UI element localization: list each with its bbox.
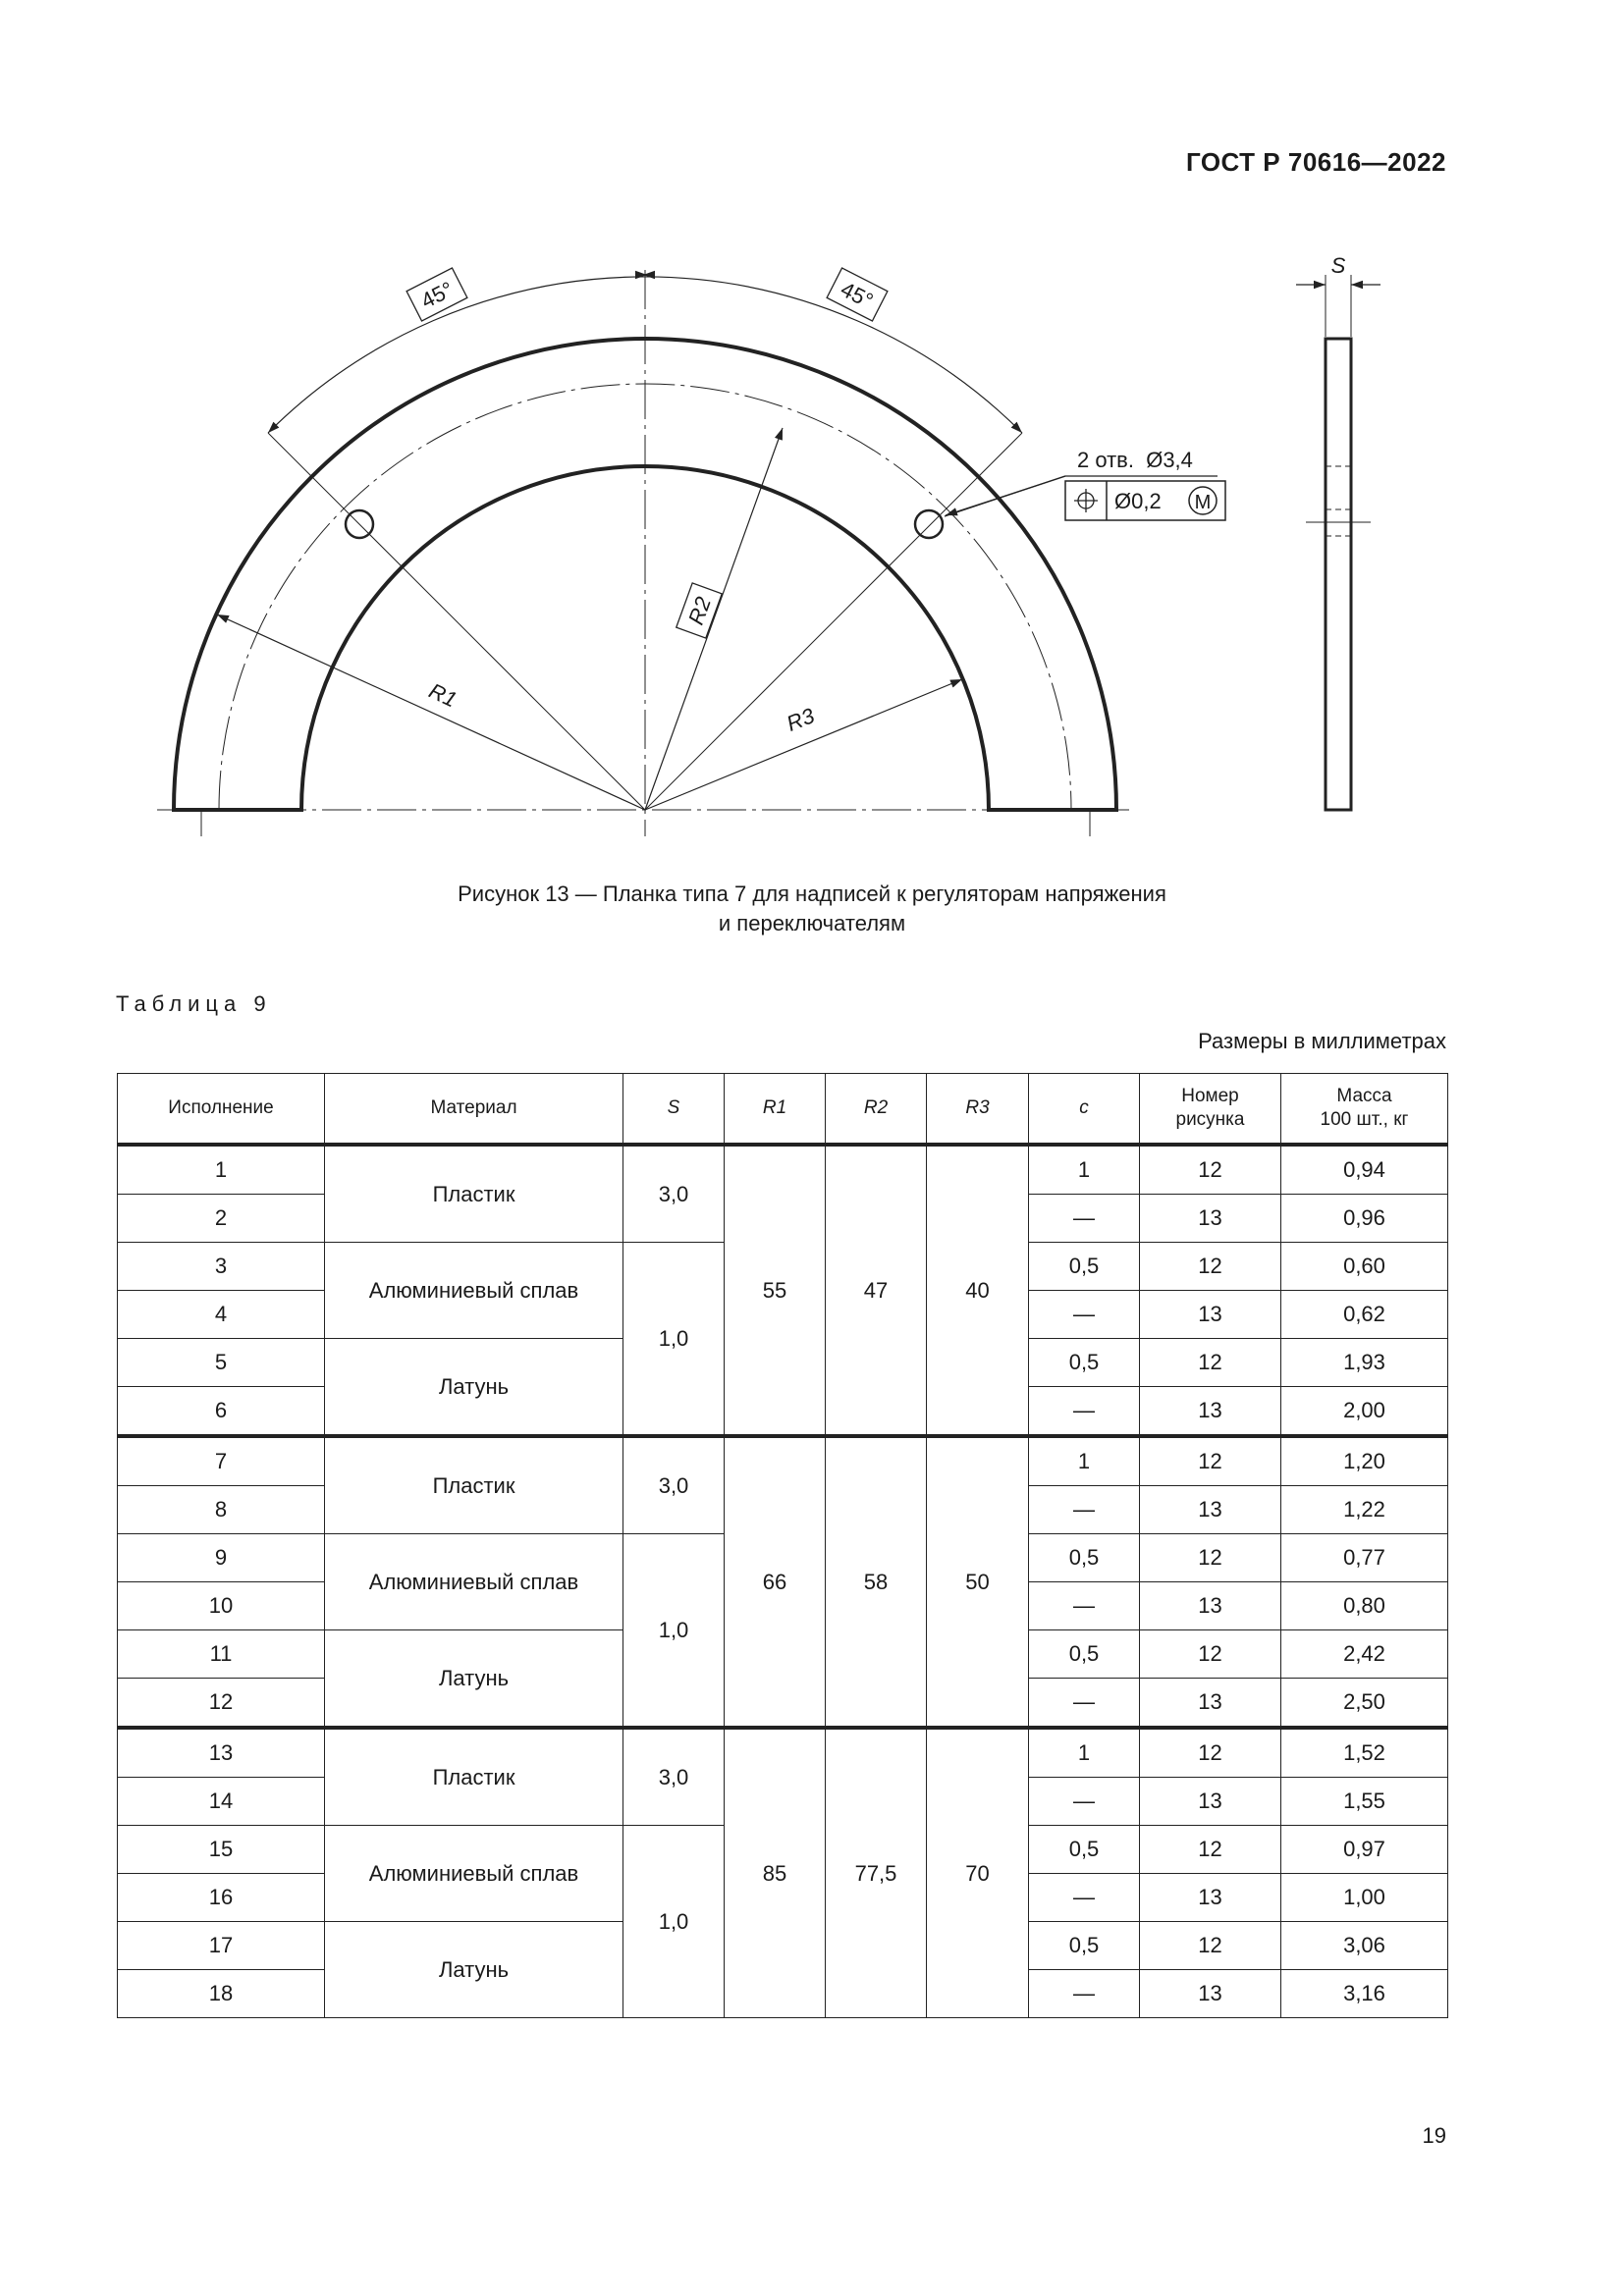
cell-c: 0,5 (1029, 1826, 1140, 1874)
table-row (118, 1728, 1448, 1778)
figure-caption (0, 880, 1624, 938)
cell-variant: 5 (118, 1339, 325, 1387)
r1-dimension-line (217, 614, 645, 810)
cell-variant: 16 (118, 1874, 325, 1922)
cell-figure-number: 12 (1140, 1339, 1281, 1387)
cell-r1: 66 (725, 1436, 826, 1728)
document-code: ГОСТ Р 70616—2022 (1185, 147, 1446, 177)
cell-c: — (1029, 1195, 1140, 1243)
r3-dimension-line (645, 679, 962, 810)
angle-right-text: 45° (837, 276, 878, 314)
cell-material: Алюминиевый сплав (325, 1243, 623, 1339)
cell-variant: 18 (118, 1970, 325, 2018)
r1-text: R1 (425, 677, 461, 713)
cell-figure-number: 12 (1140, 1436, 1281, 1486)
angle-label-left (406, 268, 467, 321)
cell-r3: 70 (927, 1728, 1029, 2018)
angle-left-text: 45° (416, 276, 458, 314)
cell-variant: 3 (118, 1243, 325, 1291)
cell-r2: 47 (826, 1145, 927, 1436)
cell-material: Латунь (325, 1339, 623, 1437)
cell-material: Алюминиевый сплав (325, 1826, 623, 1922)
header-r2: R2 (826, 1074, 927, 1146)
cell-figure-number: 12 (1140, 1630, 1281, 1679)
cell-c: 1 (1029, 1728, 1140, 1778)
cell-variant: 10 (118, 1582, 325, 1630)
cell-c: 0,5 (1029, 1922, 1140, 1970)
cell-figure-number: 12 (1140, 1728, 1281, 1778)
cell-variant: 12 (118, 1679, 325, 1729)
cell-s: 1,0 (623, 1826, 725, 2018)
cell-variant: 1 (118, 1145, 325, 1195)
cell-mass: 0,77 (1281, 1534, 1448, 1582)
cell-figure-number: 13 (1140, 1679, 1281, 1729)
cell-variant: 8 (118, 1486, 325, 1534)
cell-c: — (1029, 1582, 1140, 1630)
cell-r2: 77,5 (826, 1728, 927, 2018)
cell-material: Латунь (325, 1922, 623, 2018)
cell-mass: 1,55 (1281, 1778, 1448, 1826)
caption-line-2: и переключателям (718, 911, 906, 935)
cell-c: 1 (1029, 1145, 1140, 1195)
cell-material: Алюминиевый сплав (325, 1534, 623, 1630)
cell-r3: 50 (927, 1436, 1029, 1728)
cell-mass: 2,42 (1281, 1630, 1448, 1679)
page-number: 19 (1422, 2123, 1446, 2148)
header-mass: Масса 100 шт., кг (1281, 1074, 1448, 1146)
cell-variant: 6 (118, 1387, 325, 1437)
cell-c: — (1029, 1970, 1140, 2018)
cell-mass: 0,62 (1281, 1291, 1448, 1339)
r2-label (677, 583, 722, 638)
cell-r3: 40 (927, 1145, 1029, 1436)
cell-variant: 15 (118, 1826, 325, 1874)
cell-c: — (1029, 1486, 1140, 1534)
cell-figure-number: 13 (1140, 1486, 1281, 1534)
cell-variant: 2 (118, 1195, 325, 1243)
cell-figure-number: 13 (1140, 1195, 1281, 1243)
angle-label-right (827, 268, 888, 321)
cell-s: 3,0 (623, 1436, 725, 1534)
cell-figure-number: 13 (1140, 1778, 1281, 1826)
cell-c: 0,5 (1029, 1243, 1140, 1291)
cell-material: Пластик (325, 1728, 623, 1826)
cell-mass: 0,96 (1281, 1195, 1448, 1243)
cell-variant: 4 (118, 1291, 325, 1339)
cell-mass: 0,60 (1281, 1243, 1448, 1291)
cell-mass: 1,22 (1281, 1486, 1448, 1534)
holes-note: 2 отв. Ø3,4 (1077, 448, 1193, 472)
cell-material: Пластик (325, 1145, 623, 1243)
cell-mass: 2,50 (1281, 1679, 1448, 1729)
cell-mass: 3,16 (1281, 1970, 1448, 2018)
cell-variant: 7 (118, 1436, 325, 1486)
cell-mass: 2,00 (1281, 1387, 1448, 1437)
header-s: S (623, 1074, 725, 1146)
cell-figure-number: 13 (1140, 1387, 1281, 1437)
table-header-row (118, 1074, 1448, 1146)
tolerance-modifier: M (1194, 492, 1212, 513)
cell-variant: 14 (118, 1778, 325, 1826)
dimensions-table (117, 1073, 1448, 2018)
cell-mass: 1,52 (1281, 1728, 1448, 1778)
cell-variant: 13 (118, 1728, 325, 1778)
caption-line-1: Рисунок 13 — Планка типа 7 для надписей к регуляторам напряжения (458, 881, 1166, 906)
cell-figure-number: 13 (1140, 1582, 1281, 1630)
cell-mass: 1,20 (1281, 1436, 1448, 1486)
cell-material: Латунь (325, 1630, 623, 1729)
cell-mass: 1,93 (1281, 1339, 1448, 1387)
s-dimension-text: S (1330, 253, 1346, 278)
cell-mass: 0,94 (1281, 1145, 1448, 1195)
cell-material: Пластик (325, 1436, 623, 1534)
cell-figure-number: 12 (1140, 1243, 1281, 1291)
header-variant: Исполнение (118, 1074, 325, 1146)
cell-c: 0,5 (1029, 1630, 1140, 1679)
hole-right (915, 510, 943, 538)
r3-text: R3 (783, 703, 818, 736)
cell-s: 3,0 (623, 1728, 725, 1826)
cell-figure-number: 13 (1140, 1970, 1281, 2018)
cell-mass: 1,00 (1281, 1874, 1448, 1922)
cell-r2: 58 (826, 1436, 927, 1728)
table-label: Таблица 9 (116, 991, 272, 1016)
cell-c: — (1029, 1679, 1140, 1729)
cell-mass: 3,06 (1281, 1922, 1448, 1970)
cell-s: 3,0 (623, 1145, 725, 1243)
cell-c: — (1029, 1387, 1140, 1437)
cell-variant: 11 (118, 1630, 325, 1679)
cell-c: 0,5 (1029, 1339, 1140, 1387)
cell-figure-number: 13 (1140, 1291, 1281, 1339)
header-r3: R3 (927, 1074, 1029, 1146)
cell-variant: 17 (118, 1922, 325, 1970)
cell-c: 0,5 (1029, 1534, 1140, 1582)
cell-r1: 85 (725, 1728, 826, 2018)
header-c: c (1029, 1074, 1140, 1146)
cell-s: 1,0 (623, 1243, 725, 1437)
cell-figure-number: 12 (1140, 1145, 1281, 1195)
cell-s: 1,0 (623, 1534, 725, 1729)
table-row (118, 1436, 1448, 1486)
cell-c: — (1029, 1778, 1140, 1826)
cell-c: — (1029, 1291, 1140, 1339)
units-note: Размеры в миллиметрах (1198, 1029, 1446, 1053)
cell-figure-number: 12 (1140, 1534, 1281, 1582)
header-r1: R1 (725, 1074, 826, 1146)
cell-variant: 9 (118, 1534, 325, 1582)
side-view-plate (1326, 339, 1351, 810)
cell-c: 1 (1029, 1436, 1140, 1486)
cell-figure-number: 13 (1140, 1874, 1281, 1922)
cell-figure-number: 12 (1140, 1922, 1281, 1970)
cell-mass: 0,80 (1281, 1582, 1448, 1630)
technical-drawing (0, 0, 1624, 864)
cell-figure-number: 12 (1140, 1826, 1281, 1874)
cell-r1: 55 (725, 1145, 826, 1436)
table-row (118, 1145, 1448, 1195)
r2-text: R2 (682, 593, 717, 628)
header-material: Материал (325, 1074, 623, 1146)
tolerance-value: Ø0,2 (1114, 489, 1162, 513)
cell-c: — (1029, 1874, 1140, 1922)
cell-mass: 0,97 (1281, 1826, 1448, 1874)
r2-dimension-line (645, 428, 783, 810)
header-figure-number: Номер рисунка (1140, 1074, 1281, 1146)
